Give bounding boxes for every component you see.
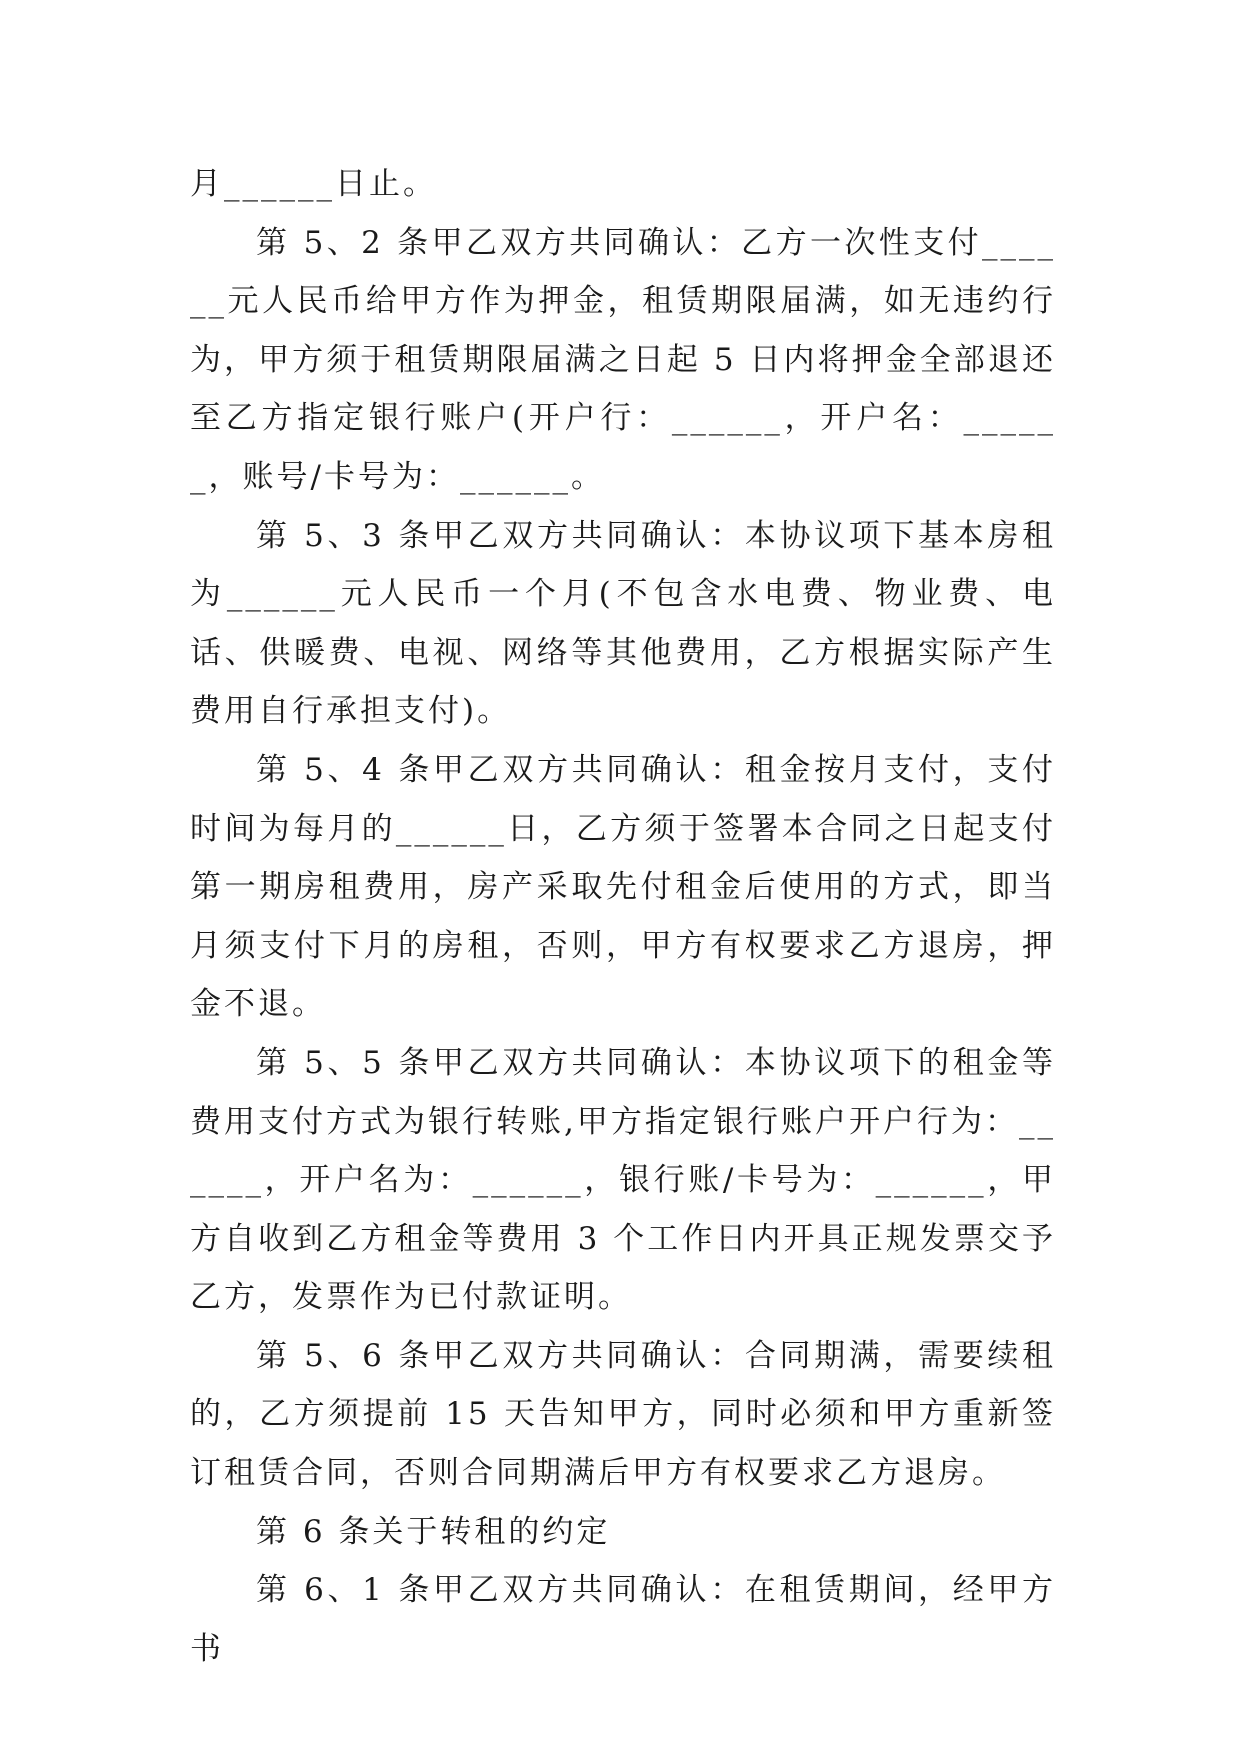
- paragraph-clause-5-5: 第 5、5 条甲乙双方共同确认：本协议项下的租金等费用支付方式为银行转账,甲方指定银行账户开户行为：______，开户名为：______，银行账/卡号为：______，甲方自收到乙方租金等费用 3 个工作日内开具正规发票交予乙方，发票作为已付款证明。: [190, 1044, 1056, 1316]
- paragraph-clause-5-4: 第 5、4 条甲乙双方共同确认：租金按月支付，支付时间为每月的______日，乙方须于签署本合同之日起支付第一期房租费用，房产采取先付租金后使用的方式，即当月须支付下月的房租，否则，甲方有权要求乙方退房，押金不退。: [190, 751, 1056, 1023]
- section-heading-clause-6: 第 6 条关于转租的约定: [256, 1513, 611, 1550]
- paragraph-clause-6-1: 第 6、1 条甲乙双方共同确认：在租赁期间，经甲方书: [190, 1572, 1056, 1667]
- paragraph-clause-5-6: 第 5、6 条甲乙双方共同确认：合同期满，需要续租的，乙方须提前 15 天告知甲方，同时必须和甲方重新签订租赁合同，否则合同期满后甲方有权要求乙方退房。: [190, 1337, 1056, 1492]
- document-body: [190, 155, 1056, 1678]
- paragraph-clause-5-3: 第 5、3 条甲乙双方共同确认：本协议项下基本房租为______元人民币一个月(不包含水电费、物业费、电话、供暖费、电视、网络等其他费用，乙方根据实际产生费用自行承担支付)。: [190, 517, 1056, 730]
- paragraph-end-date: 月______日止。: [190, 166, 437, 202]
- paragraph-clause-5-2: 第 5、2 条甲乙双方共同确认：乙方一次性支付______元人民币给甲方作为押金，租赁期限届满，如无违约行为，甲方须于租赁期限届满之日起 5 日内将押金全部退还至乙方指定银行账户(开户行：______，开户名：______，账号/卡号为：______。: [190, 224, 1056, 495]
